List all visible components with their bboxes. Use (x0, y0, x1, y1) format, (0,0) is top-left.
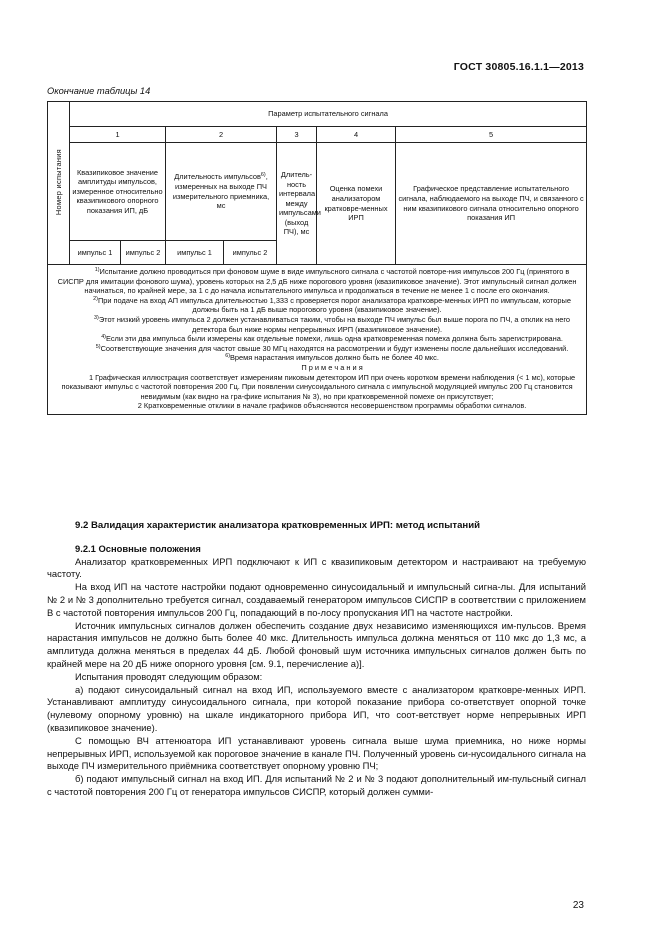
col-number-1: 1 (70, 127, 166, 143)
paragraph: Испытания проводят следующим образом: (75, 670, 263, 682)
row-number-header: Номер испытания (48, 102, 70, 265)
footnote: $^{2)}$При подаче на вход АП импульса длительностью 1,333 с проверяется порог анализатора кратковре-менных ИРП по импульсам, которые должны быть на 1 дБ выше порогового уровня (квазипиковое значение). (93, 295, 571, 315)
paragraph: С помощью ВЧ аттенюатора ИП устанавливают уровень сигнала выше шума приемника, но ниже нормы непрерывных ИРП, используемой как пороговое значение в канале ПЧ. Полученный уровень си-нусоидального сигнала на выходе ПЧ измерительного приёмника соответствует опорному уровню ПЧ; (47, 734, 586, 772)
col-number-5: 5 (396, 127, 587, 143)
sub-impulse-2a: импульс 2 (121, 241, 166, 265)
notes-title: П р и м е ч а н и я (301, 362, 363, 372)
footnote: $^{4)}$Если эти два импульса были измерены как отдельные помехи, лишь одна кратковременная помеха должна быть зарегистрирована. (101, 334, 563, 344)
col-desc-3: Длитель-ность интервала между импульсами (выход ПЧ), мс (277, 143, 317, 265)
sub-impulse-1b: импульс 1 (166, 241, 224, 265)
paragraph: а) подают синусоидальный сигнал на вход ИП, используемого вместе с анализатором кратковре-менных ИРП. Устанавливают амплитуду синусоидального сигнала, при которой показание прибора со-ответствует опорной точке (нулевому опорному уровню) на шкале индикаторного прибора ИП, что соот-ветствует норме непрерывных ИРП (квазипиковое значение). (47, 683, 586, 733)
table-caption: Окончание таблицы 14 (47, 86, 151, 96)
page-number: 23 (572, 900, 584, 911)
footnote: $^{1)}$Испытание должно проводиться при фоновом шуме в виде импульсного сигнала с частотой повторе-ния импульсов 200 Гц (принятого в СИСПР для имитации фонового шума), уровень которых на 2,5 дБ ниже порогового уровня (квазипиковое значение). Этот импульсный сигнал должен начинаться, по крайней мере, за 1 с до начала испытательного импульса и продолжаться в течение не менее 1 с после его окончания. (57, 267, 577, 296)
paragraph: На вход ИП на частоте настройки подают одновременно синусоидальный и импульсный сигна-лы. Для испытаний № 2 и № 3 дополнительно требуется сигнал, создаваемый генератором импульсов СИСПР в соответствии с приложением В с частотой повторения импульсов 200 Гц, попадающий в по-лосу пропускания ИП на частоте настройки. (47, 581, 586, 618)
footnote: $^{3)}$Этот низкий уровень импульса 2 должен устанавливаться таким, чтобы на выходе ПЧ импульс был выше порога по ПЧ, а отклик на него детектора был ниже нормы непрерывных ИРП (квазипиковое значение). (94, 314, 571, 334)
paragraph: Анализатор кратковременных ИРП подключают к ИП с квазипиковым детектором и настраивают на требуемую частоту. (47, 555, 586, 580)
footnote: $^{5)}$Соответствующие значения для частот свыше 30 МГц находятся на рассмотрении и будут изменены после дальнейших исследований. (95, 343, 569, 353)
col-desc-1: Квазипиковое значение амплитуды импульсов, измеренное относительно квазипикового опорного показания ИП, дБ (70, 143, 166, 241)
col-number-3: 3 (277, 127, 317, 143)
remark: 1 Графическая иллюстрация соответствует измерениям пиковым детектором ИП при очень коротком времени наблюдения (< 1 мс), которые показывают импульс с частотой повторения 200 Гц. При появлении синусоидального сигнала с импульсной модуляцией импульс 200 Гц становится невидимым (как видно на гра-фике испытания № 3), но при кратковременной помехе он присутствует; (61, 372, 576, 401)
col-desc-4: Оценка помехи анализатором кратковре-менных ИРП (317, 143, 396, 265)
footnote: $^{6)}$Время нарастания импульсов должно быть не более 40 мкс. (225, 353, 439, 363)
paragraph: б) подают импульсный сигнал на вход ИП. Для испытаний № 2 и № 3 подают дополнительный им-пульсный сигнал с частотой повторения 200 Гц от генератора импульсов СИСПР, который должен сумми- (47, 773, 586, 797)
col-number-4: 4 (317, 127, 396, 143)
remark: 2 Кратковременные отклики в начале графиков объясняются несовершенством программы обработки сигналов. (137, 401, 527, 411)
section-heading: 9.2 Валидация характеристик анализатора кратковременных ИРП: метод испытаний (75, 520, 481, 531)
table-footnotes (48, 265, 587, 415)
standard-number: ГОСТ 30805.16.1.1—2013 (453, 61, 584, 73)
subsection-heading: 9.2.1 Основные положения (75, 542, 201, 554)
col-desc-5: Графическое представление испытательного сигнала, наблюдаемого на выходе ПЧ, и связанного с ним квазипикового сигнала относительно опорного показания ИП (396, 143, 587, 265)
table-14 (47, 101, 587, 415)
param-header: Параметр испытательного сигнала (70, 102, 587, 127)
paragraph: Источник импульсных сигналов должен обеспечить создание двух независимо изменяющихся им-пульсов. Время нарастания импульсов не должно быть более 40 мкс. Длительность импульса должна меняться от 110 мкс до 1,3 мс, а амплитуда должна меняться в пределах 44 дБ. Любой фоновый шум источника импульсных сигналов должен быть по крайней мере на 20 дБ ниже опорного уровня [см. 9.1, перечисление а)]. (47, 619, 586, 669)
sub-impulse-2b: импульс 2 (224, 241, 277, 265)
col-number-2: 2 (166, 127, 277, 143)
body-text (47, 520, 586, 799)
sub-impulse-1a: импульс 1 (70, 241, 121, 265)
col-desc-2: Длительность импульсов$^{6)}$, измеренных на выходе ПЧ измерительного приемника, мс (166, 143, 277, 241)
